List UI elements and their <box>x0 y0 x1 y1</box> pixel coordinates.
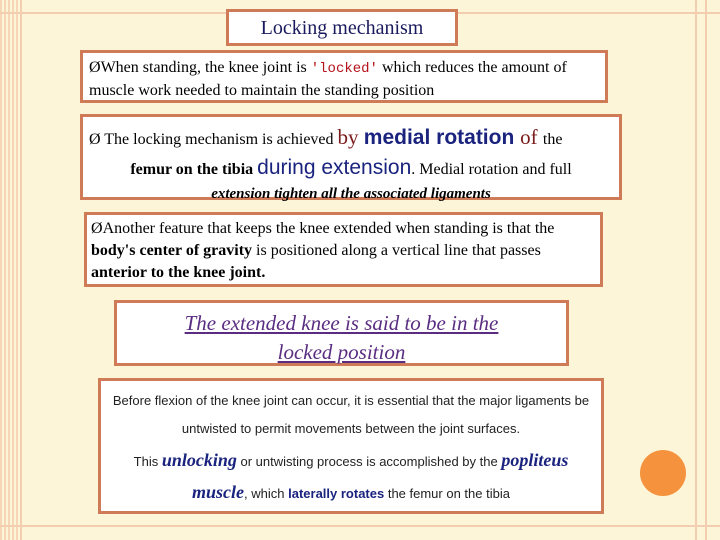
text-box-locked-position: The extended knee is said to be in the locked position <box>114 300 569 366</box>
text-box-standing: ØWhen standing, the knee joint is 'locked' which reduces the amount of muscle work needed to maintain the standing position <box>80 50 608 103</box>
bullet-marker: Ø <box>89 131 101 148</box>
decorative-border <box>0 0 20 540</box>
bullet-marker: Ø <box>91 220 103 237</box>
decorative-line <box>0 525 720 527</box>
text-box-locking: Ø The locking mechanism is achieved by medial rotation of the femur on the tibia during extension. Medial rotation and full extension tighten all the associated ligaments <box>80 114 622 200</box>
decorative-circle <box>640 450 686 496</box>
bullet-marker: Ø <box>89 59 101 76</box>
text-box-unlocking: Before flexion of the knee joint can occur, it is essential that the major ligaments be untwisted to permit movements between the joint surfaces. This unlocking or untwisting process is accomplished by the popliteus muscle, which laterally rotates the femur on the tibia <box>98 378 604 514</box>
decorative-line <box>705 0 707 540</box>
text-box-center-of-gravity: ØAnother feature that keeps the knee extended when standing is that the body's center of gravity is positioned along a vertical line that passes anterior to the knee joint. <box>84 212 603 287</box>
slide-title: Locking mechanism <box>226 9 458 46</box>
decorative-line <box>20 0 22 540</box>
decorative-line <box>695 0 697 540</box>
